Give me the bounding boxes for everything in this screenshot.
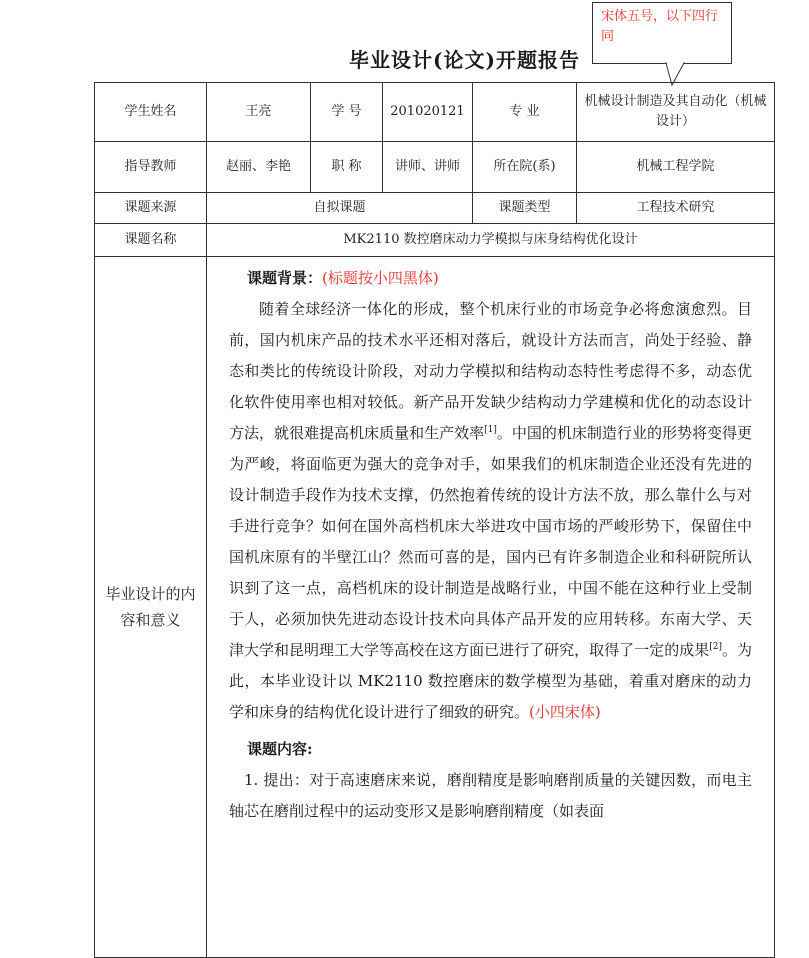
major-label: 专 业 xyxy=(473,83,577,142)
document-title xyxy=(0,44,809,73)
paragraph-text: 。中国的机床制造行业的形势将变得更为严峻，将面临更为强大的竞争对手，如果我们的机床制造企业还没有先进的设计制造手段作为技术支撑，仍然抱着传统的设计方法不放，那么靠什么与对手进行竞争？如何在国外高档机床大举进攻中国市场的严峻形势下，保留住中国机床原有的半壁江山？然而可喜的是，国内已有许多制造企业和科研院所认识到了这一点，高档机床的设计制造是战略行业，中国不能在这种行业上受制于人，必须加快先进动态设计技术向具体产品开发的应用转移。东南大学、天津大学和昆明理工大学等高校在这方面已进行了研究，取得了一定的成果 xyxy=(229,424,752,659)
table-row xyxy=(95,142,775,193)
college-label: 所在院(系) xyxy=(473,142,577,193)
student-name-value: 王亮 xyxy=(207,83,311,142)
source-label: 课题来源 xyxy=(95,193,207,224)
paragraph-text: 随着全球经济一体化的形成，整个机床行业的市场竞争必将愈演愈烈。目前，国内机床产品的技术水平还相对落后，就设计方法而言，尚处于经验、静态和类比的传统设计阶段，对动力学模拟和结构动态特性考虑得不多，动态优化软件使用率也相对较低。新产品开发缺少结构动力学建模和优化的动态设计方法，就很难提高机床质量和生产效率 xyxy=(229,300,752,442)
source-value: 自拟课题 xyxy=(207,193,473,224)
advisor-label: 指导教师 xyxy=(95,142,207,193)
title-rank-label: 职 称 xyxy=(311,142,383,193)
table-row xyxy=(95,83,775,142)
citation-marker: [2] xyxy=(709,642,722,652)
citation-marker: [1] xyxy=(484,425,497,435)
background-heading-text: 课题背景： xyxy=(247,269,323,287)
topic-value: MK2110 数控磨床动力学模拟与床身结构优化设计 xyxy=(207,224,775,257)
content-cell xyxy=(207,257,775,958)
content-paragraph: 1. 提出：对于高速磨床来说，磨削精度是影响磨削质量的关键因数，而电主轴芯在磨削过程中的运动变形又是影响磨削精度（如表面 xyxy=(229,771,752,820)
advisor-value: 赵丽、李艳 xyxy=(207,142,311,193)
type-value: 工程技术研究 xyxy=(577,193,775,224)
background-format-note: (标题按小四黑体) xyxy=(322,269,439,287)
document-title-text: 毕业设计(论文)开题报告 xyxy=(349,48,580,72)
student-id-value: 201020121 xyxy=(383,83,473,142)
major-value: 机械设计制造及其自动化（机械设计） xyxy=(577,83,775,142)
type-label: 课题类型 xyxy=(473,193,577,224)
content-label-cell xyxy=(95,257,207,958)
background-heading xyxy=(229,263,752,294)
student-id-label: 学 号 xyxy=(311,83,383,142)
callout-text: 宋体五号，以下四行同 xyxy=(601,9,719,44)
title-rank-value: 讲师、讲师 xyxy=(383,142,473,193)
topic-label: 课题名称 xyxy=(95,224,207,257)
report-table xyxy=(94,82,775,958)
body-format-note: (小四宋体) xyxy=(529,703,601,721)
content-heading: 课题内容: xyxy=(247,740,313,758)
paragraph-text: 。为此，本毕业设计以 MK2110 数控磨床的数学模型为基础，着重对磨床的动力学和床身的结构优化设计进行了细致的研究。 xyxy=(229,641,752,721)
college-value: 机械工程学院 xyxy=(577,142,775,193)
student-name-label: 学生姓名 xyxy=(95,83,207,142)
content-label: 毕业设计的内容和意义 xyxy=(105,585,196,629)
background-paragraph xyxy=(229,294,752,728)
table-row xyxy=(95,193,775,224)
table-row xyxy=(95,257,775,958)
content-body xyxy=(207,257,774,827)
table-row xyxy=(95,224,775,257)
